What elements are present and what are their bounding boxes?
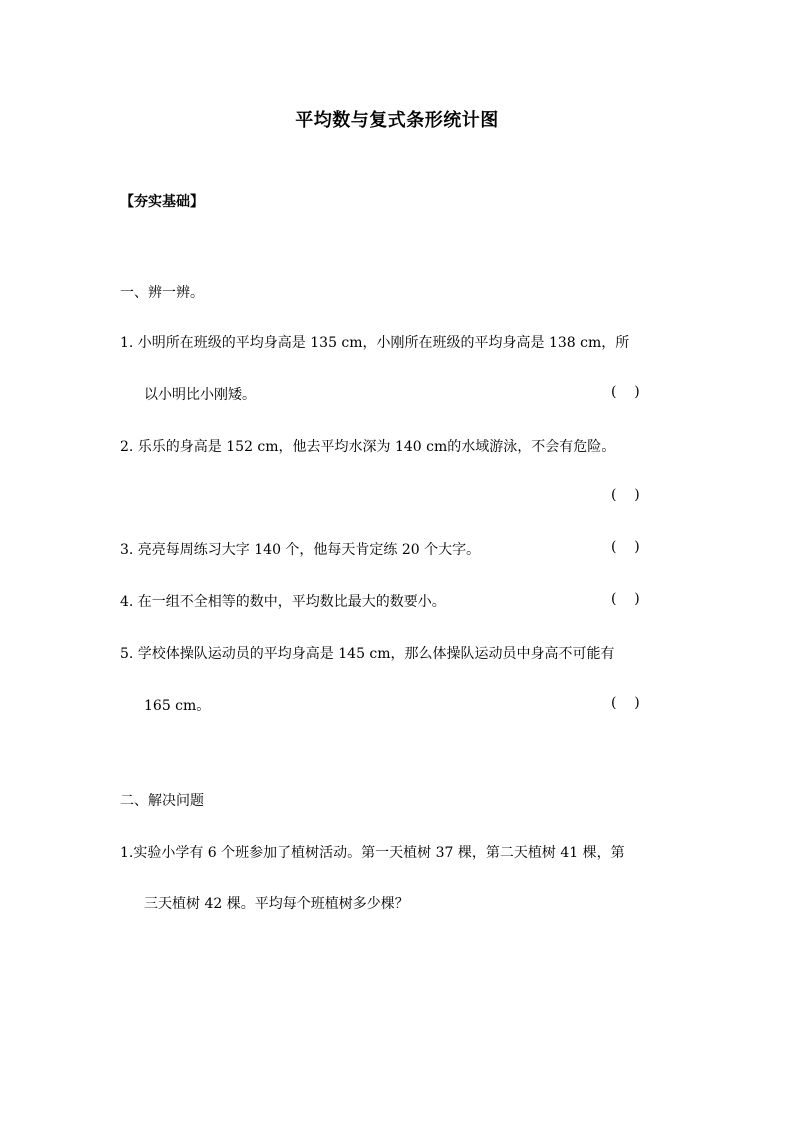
- question-1-line1: 1. 小明所在班级的平均身高是 135 cm，小刚所在班级的平均身高是 138 cm，所: [120, 335, 630, 351]
- section-tag: 【夯实基础】: [120, 194, 204, 210]
- problem-1-line2: 三天植树 42 棵。平均每个班植树多少棵？: [144, 896, 409, 912]
- question-5-line2: 165 cm。: [144, 698, 211, 714]
- answer-bracket-1[interactable]: ( ): [611, 384, 640, 400]
- answer-bracket-3[interactable]: ( ): [611, 539, 640, 555]
- answer-bracket-2[interactable]: ( ): [611, 487, 640, 503]
- answer-bracket-5[interactable]: ( ): [611, 695, 640, 711]
- part2-heading: 二、解决问题: [120, 793, 204, 809]
- page-title: 平均数与复式条形统计图: [295, 110, 499, 131]
- part1-heading: 一、辨一辨。: [120, 285, 204, 301]
- question-1-line2: 以小明比小刚矮。: [144, 387, 256, 403]
- question-2-line1: 2. 乐乐的身高是 152 cm，他去平均水深为 140 cm的水域游泳，不会有危险。: [120, 439, 616, 455]
- answer-bracket-4[interactable]: ( ): [611, 591, 640, 607]
- problem-1-line1: 1.实验小学有 6 个班参加了植树活动。第一天植树 37 棵，第二天植树 41 棵，第: [120, 845, 625, 861]
- question-3-line1: 3. 亮亮每周练习大字 140 个，他每天肯定练 20 个大字。: [120, 542, 481, 558]
- question-4-line1: 4. 在一组不全相等的数中，平均数比最大的数要小。: [120, 594, 446, 610]
- question-5-line1: 5. 学校体操队运动员的平均身高是 145 cm，那么体操队运动员中身高不可能有: [120, 646, 615, 662]
